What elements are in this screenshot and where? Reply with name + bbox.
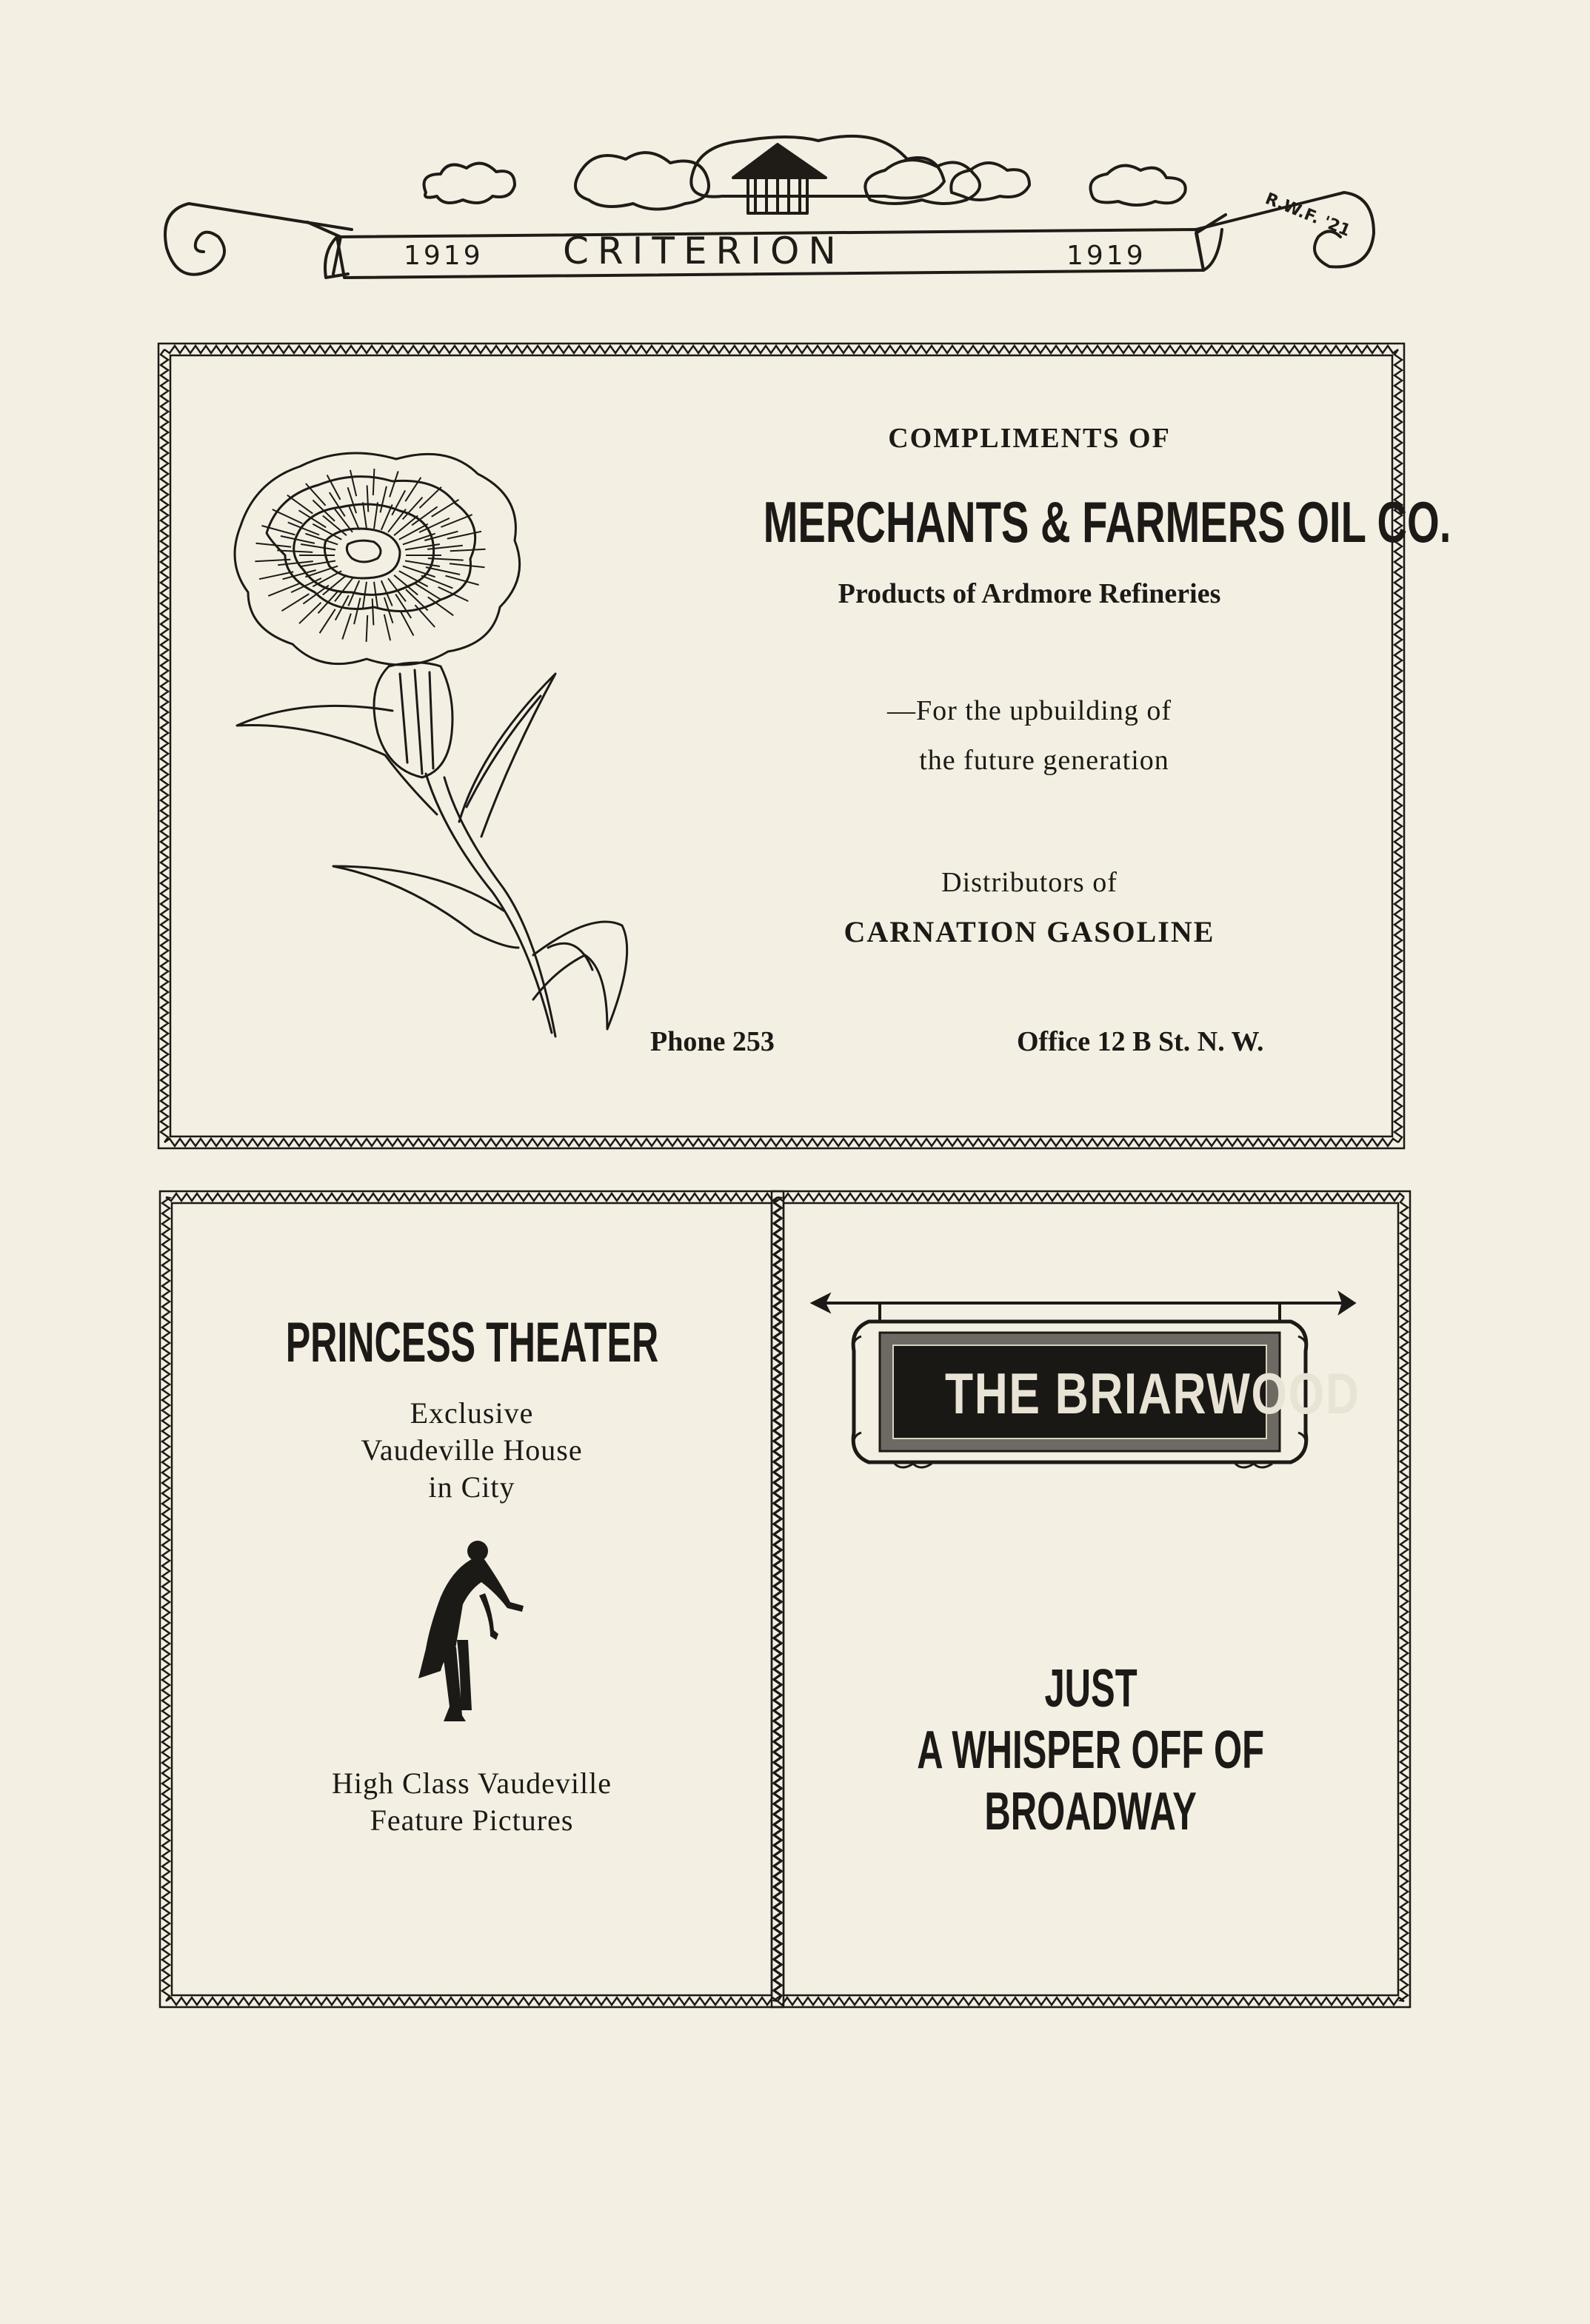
- bowing-performer-icon: [412, 1536, 531, 1729]
- princess-title: PRINCESS THEATER: [285, 1311, 658, 1374]
- header-year-right: 1919: [1066, 241, 1146, 271]
- briar-line2-wrap: [769, 1720, 1413, 1781]
- criterion-banner: [159, 118, 1389, 311]
- oil-slogan-line2: the future generation: [919, 745, 1169, 776]
- princess-footer1: High Class Vaudeville: [331, 1767, 612, 1800]
- princess-title-wrap: [157, 1310, 786, 1375]
- oil-brand: CARNATION GASOLINE: [844, 915, 1215, 948]
- oil-phone: Phone 253: [650, 1026, 775, 1057]
- header-monogram: R.W.F. '21: [1262, 190, 1353, 241]
- header-year-left: 1919: [404, 241, 484, 271]
- oil-office: Office 12 B St. N. W.: [1017, 1026, 1264, 1057]
- princess-line2: Vaudeville House: [361, 1433, 583, 1467]
- oil-compliments: COMPLIMENTS OF: [888, 423, 1171, 454]
- oil-company-ad: [156, 341, 1452, 1151]
- briar-line1-wrap: [769, 1658, 1413, 1719]
- princess-line3: in City: [428, 1470, 515, 1504]
- princess-line1: Exclusive: [410, 1396, 534, 1430]
- briar-line3-wrap: [769, 1781, 1413, 1842]
- oil-distributors: Distributors of: [941, 867, 1118, 898]
- briarwood-line3: BROADWAY: [984, 1782, 1197, 1841]
- briarwood-sign-wrap: [893, 1360, 1360, 1427]
- briarwood-line1: JUST: [1044, 1659, 1138, 1718]
- oil-company-name: MERCHANTS & FARMERS OIL CO.: [763, 489, 1452, 555]
- header-title: CRITERION: [563, 230, 845, 272]
- oil-company-name-wrap: [629, 489, 1452, 556]
- briarwood-line2: A WHISPER OFF OF: [917, 1721, 1265, 1780]
- princess-footer2: Feature Pictures: [370, 1804, 574, 1837]
- princess-theater-ad: [157, 1188, 786, 2010]
- oil-products: Products of Ardmore Refineries: [838, 578, 1221, 609]
- briarwood-ad: [769, 1188, 1413, 2010]
- banner-scroll-icon: [159, 118, 1389, 311]
- oil-slogan-line1: —For the upbuilding of: [886, 695, 1172, 726]
- briarwood-sign-text: THE BRIARWOOD: [945, 1361, 1360, 1426]
